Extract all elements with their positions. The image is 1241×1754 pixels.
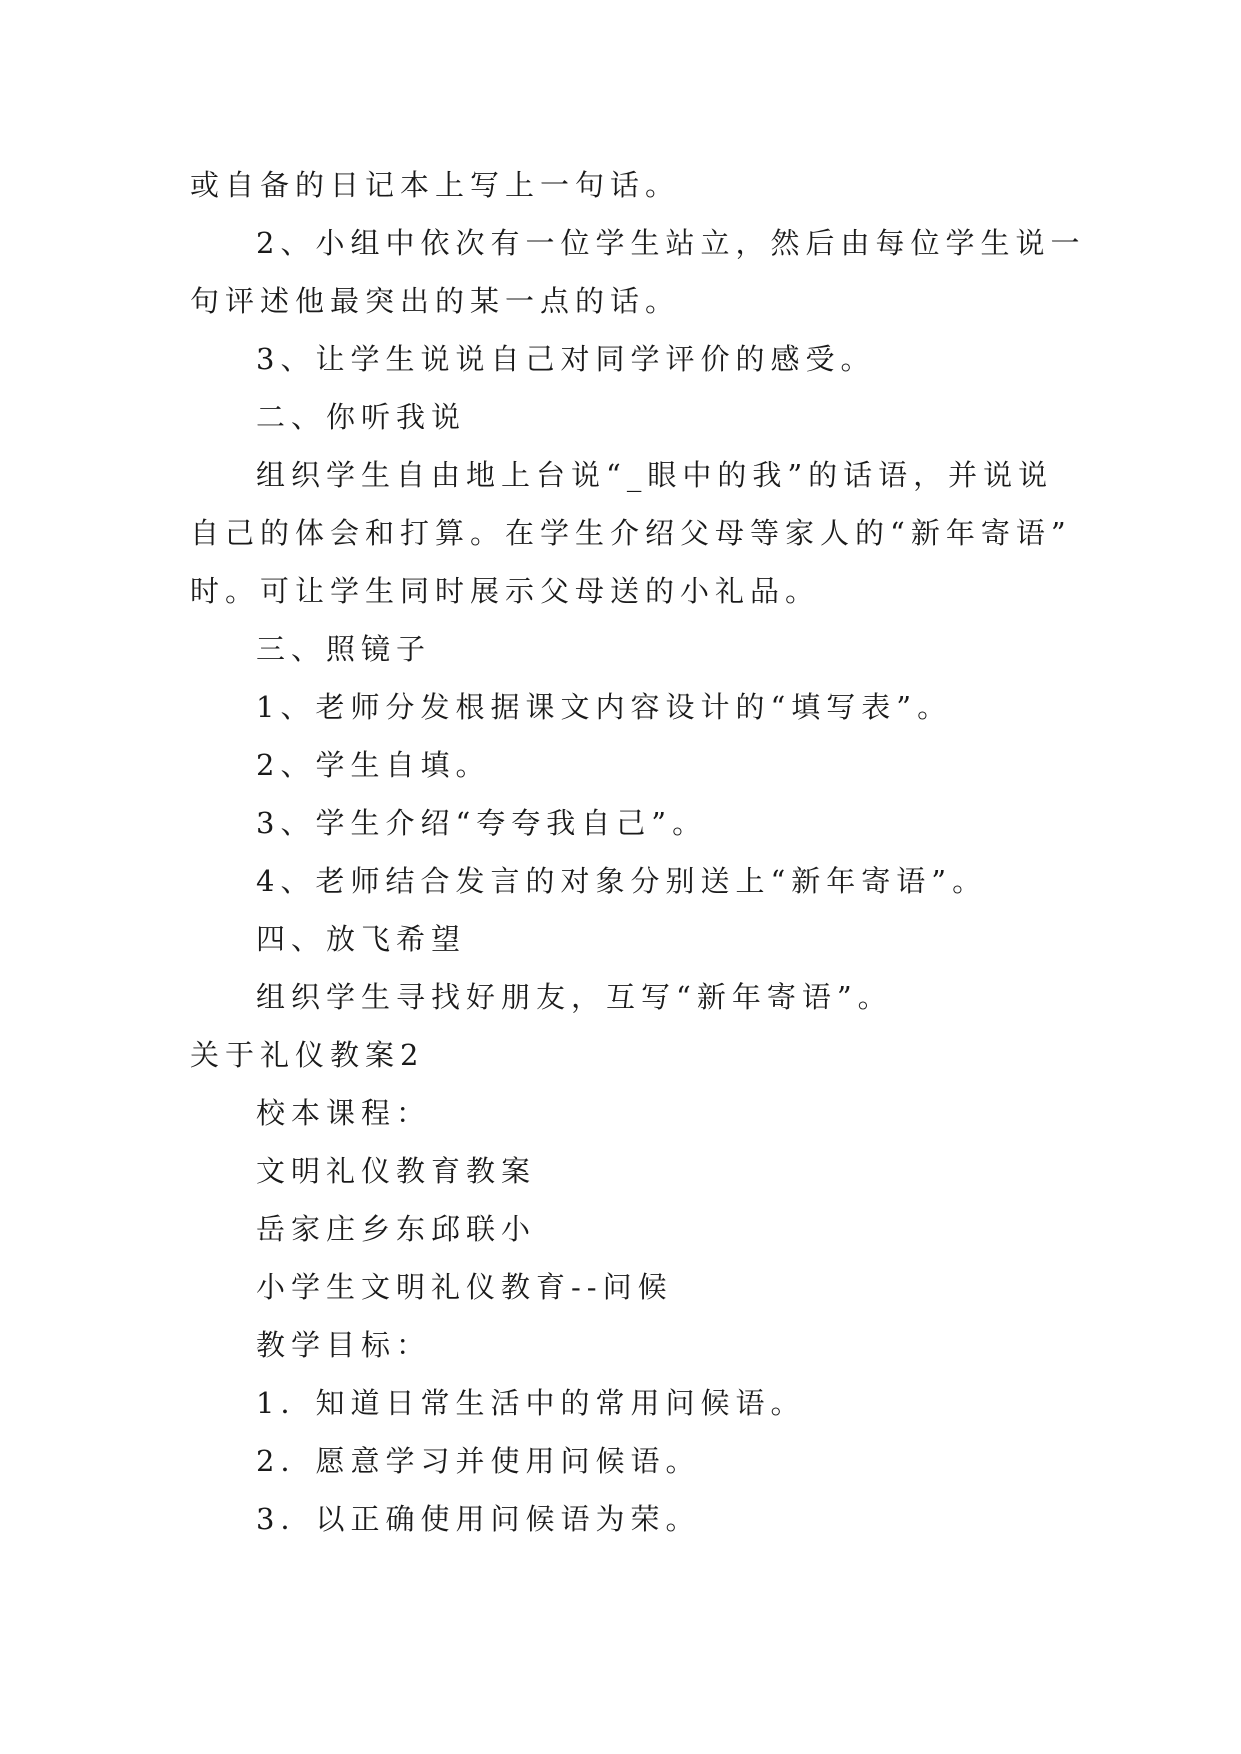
text-line: 2、学生自填。 — [256, 748, 491, 782]
text-line: 文明礼仪教育教案 — [256, 1154, 537, 1188]
text-line: 2．愿意学习并使用问候语。 — [256, 1444, 701, 1478]
section-heading: 三、照镜子 — [256, 632, 432, 666]
text-line: 或自备的日记本上写上一句话。 — [190, 168, 681, 202]
text-line: 1、老师分发根据课文内容设计的“填写表”。 — [256, 690, 953, 724]
text-line: 3、学生介绍“夸夸我自己”。 — [256, 806, 708, 840]
text-line: 校本课程： — [256, 1096, 432, 1130]
text-line: 句评述他最突出的某一点的话。 — [190, 284, 681, 318]
document-body — [190, 156, 1086, 1548]
section-heading: 二、你听我说 — [256, 400, 467, 434]
text-line: 教学目标： — [256, 1328, 432, 1362]
text-line: 小学生文明礼仪教育--问候 — [256, 1270, 673, 1304]
text-line: 组织学生自由地上台说“_眼中的我”的话语，并说说 — [256, 458, 1054, 492]
text-line: 4、老师结合发言的对象分别送上“新年寄语”。 — [256, 864, 988, 898]
text-line: 2、小组中依次有一位学生站立，然后由每位学生说一 — [256, 226, 1086, 260]
text-line: 3、让学生说说自己对同学评价的感受。 — [256, 342, 876, 376]
text-line: 自己的体会和打算。在学生介绍父母等家人的“新年寄语” — [190, 516, 1072, 550]
text-line: 岳家庄乡东邱联小 — [256, 1212, 537, 1246]
text-line: 时。可让学生同时展示父母送的小礼品。 — [190, 574, 821, 608]
text-line: 组织学生寻找好朋友，互写“新年寄语”。 — [256, 980, 893, 1014]
section-heading: 四、放飞希望 — [256, 922, 467, 956]
lesson-title: 关于礼仪教案2 — [190, 1038, 425, 1072]
text-line: 1．知道日常生活中的常用问候语。 — [256, 1386, 806, 1420]
text-line: 3．以正确使用问候语为荣。 — [256, 1502, 701, 1536]
